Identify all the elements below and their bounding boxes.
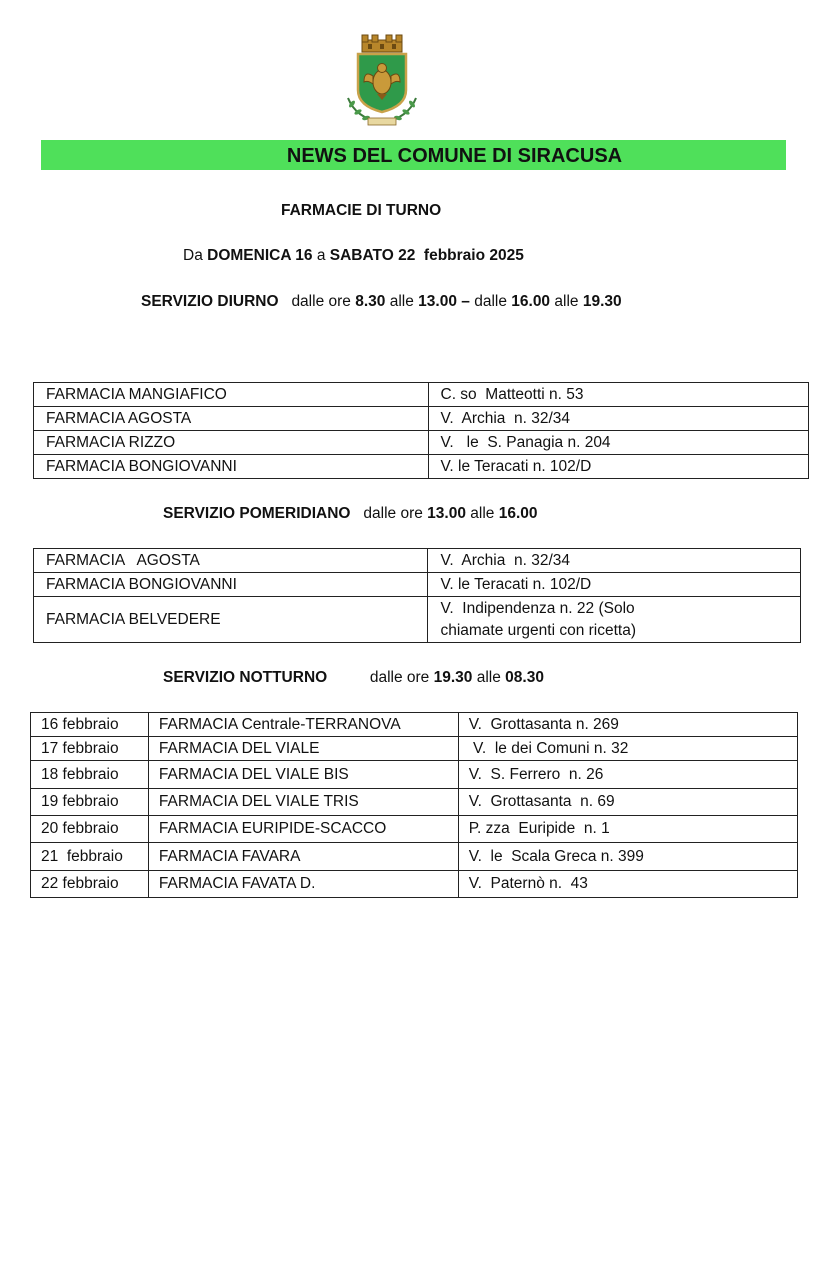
pharmacy-name: FARMACIA AGOSTA: [34, 549, 428, 573]
table-row: [34, 407, 809, 431]
table-row: [34, 549, 801, 573]
diurno-label: SERVIZIO DIURNO: [141, 293, 279, 310]
notturno-label: SERVIZIO NOTTURNO: [163, 669, 328, 686]
table-row: [34, 431, 809, 455]
section-title: FARMACIE DI TURNO: [281, 202, 442, 219]
period-line: Da DOMENICA 16 a SABATO 22 febbraio 2025: [183, 247, 524, 264]
pharmacy-name: FARMACIA FAVATA D.: [148, 871, 458, 898]
pharmacy-address: V. le Teracati n. 102/D: [428, 455, 809, 479]
banner-title: NEWS DEL COMUNE DI SIRACUSA: [286, 145, 623, 167]
table-row: [34, 597, 801, 643]
table-row: [31, 761, 798, 789]
table-row: [31, 737, 798, 761]
pharmacy-name: FARMACIA FAVARA: [148, 843, 458, 871]
pharmacy-address: V. Archia n. 32/34: [428, 407, 809, 431]
pharmacy-address: V. S. Ferrero n. 26: [458, 761, 797, 789]
table-row: [34, 455, 809, 479]
night-date: 20 febbraio: [31, 816, 149, 843]
diurno-heading: SERVIZIO DIURNO dalle ore 8.30 alle 13.00 – dalle 16.00 alle 19.30: [141, 293, 622, 310]
pharmacy-address: V. le Scala Greca n. 399: [458, 843, 797, 871]
pharmacy-address: V. Paternò n. 43: [458, 871, 797, 898]
night-date: 19 febbraio: [31, 789, 149, 816]
pharmacy-name: FARMACIA BONGIOVANNI: [34, 455, 429, 479]
coat-of-arms-icon: [334, 32, 430, 128]
table-row: [31, 843, 798, 871]
pomeridiano-label: SERVIZIO POMERIDIANO: [163, 505, 351, 522]
night-date: 21 febbraio: [31, 843, 149, 871]
notturno-table: [30, 712, 798, 898]
table-row: [34, 573, 801, 597]
table-row: [31, 871, 798, 898]
pharmacy-name: FARMACIA MANGIAFICO: [34, 383, 429, 407]
pharmacy-address: V. Archia n. 32/34: [428, 549, 801, 573]
pharmacy-address: V. Grottasanta n. 269: [458, 713, 797, 737]
pharmacy-name: FARMACIA DEL VIALE TRIS: [148, 789, 458, 816]
pharmacy-name: FARMACIA BELVEDERE: [34, 597, 428, 643]
night-date: 16 febbraio: [31, 713, 149, 737]
pharmacy-address: V. le dei Comuni n. 32: [458, 737, 797, 761]
pharmacy-name: FARMACIA Centrale-TERRANOVA: [148, 713, 458, 737]
pharmacy-address: V. Indipendenza n. 22 (Solo chiamate urgenti con ricetta): [428, 597, 801, 643]
pomeridiano-table: [33, 548, 801, 643]
pharmacy-name: FARMACIA AGOSTA: [34, 407, 429, 431]
pharmacy-address: V. le S. Panagia n. 204: [428, 431, 809, 455]
night-date: 18 febbraio: [31, 761, 149, 789]
table-row: [34, 383, 809, 407]
night-date: 17 febbraio: [31, 737, 149, 761]
notturno-heading: SERVIZIO NOTTURNO dalle ore 19.30 alle 08.30: [163, 669, 544, 686]
pharmacy-address: V. le Teracati n. 102/D: [428, 573, 801, 597]
table-row: [31, 816, 798, 843]
pomeridiano-heading: SERVIZIO POMERIDIANO dalle ore 13.00 alle 16.00: [163, 505, 538, 522]
title-banner: [41, 140, 786, 170]
table-row: [31, 713, 798, 737]
night-date: 22 febbraio: [31, 871, 149, 898]
pharmacy-name: FARMACIA DEL VIALE: [148, 737, 458, 761]
pharmacy-name: FARMACIA EURIPIDE-SCACCO: [148, 816, 458, 843]
pharmacy-name: FARMACIA RIZZO: [34, 431, 429, 455]
pharmacy-address: P. zza Euripide n. 1: [458, 816, 797, 843]
pharmacy-name: FARMACIA BONGIOVANNI: [34, 573, 428, 597]
pharmacy-address: C. so Matteotti n. 53: [428, 383, 809, 407]
table-row: [31, 789, 798, 816]
pharmacy-name: FARMACIA DEL VIALE BIS: [148, 761, 458, 789]
pharmacy-address: V. Grottasanta n. 69: [458, 789, 797, 816]
diurno-table: [33, 382, 809, 479]
